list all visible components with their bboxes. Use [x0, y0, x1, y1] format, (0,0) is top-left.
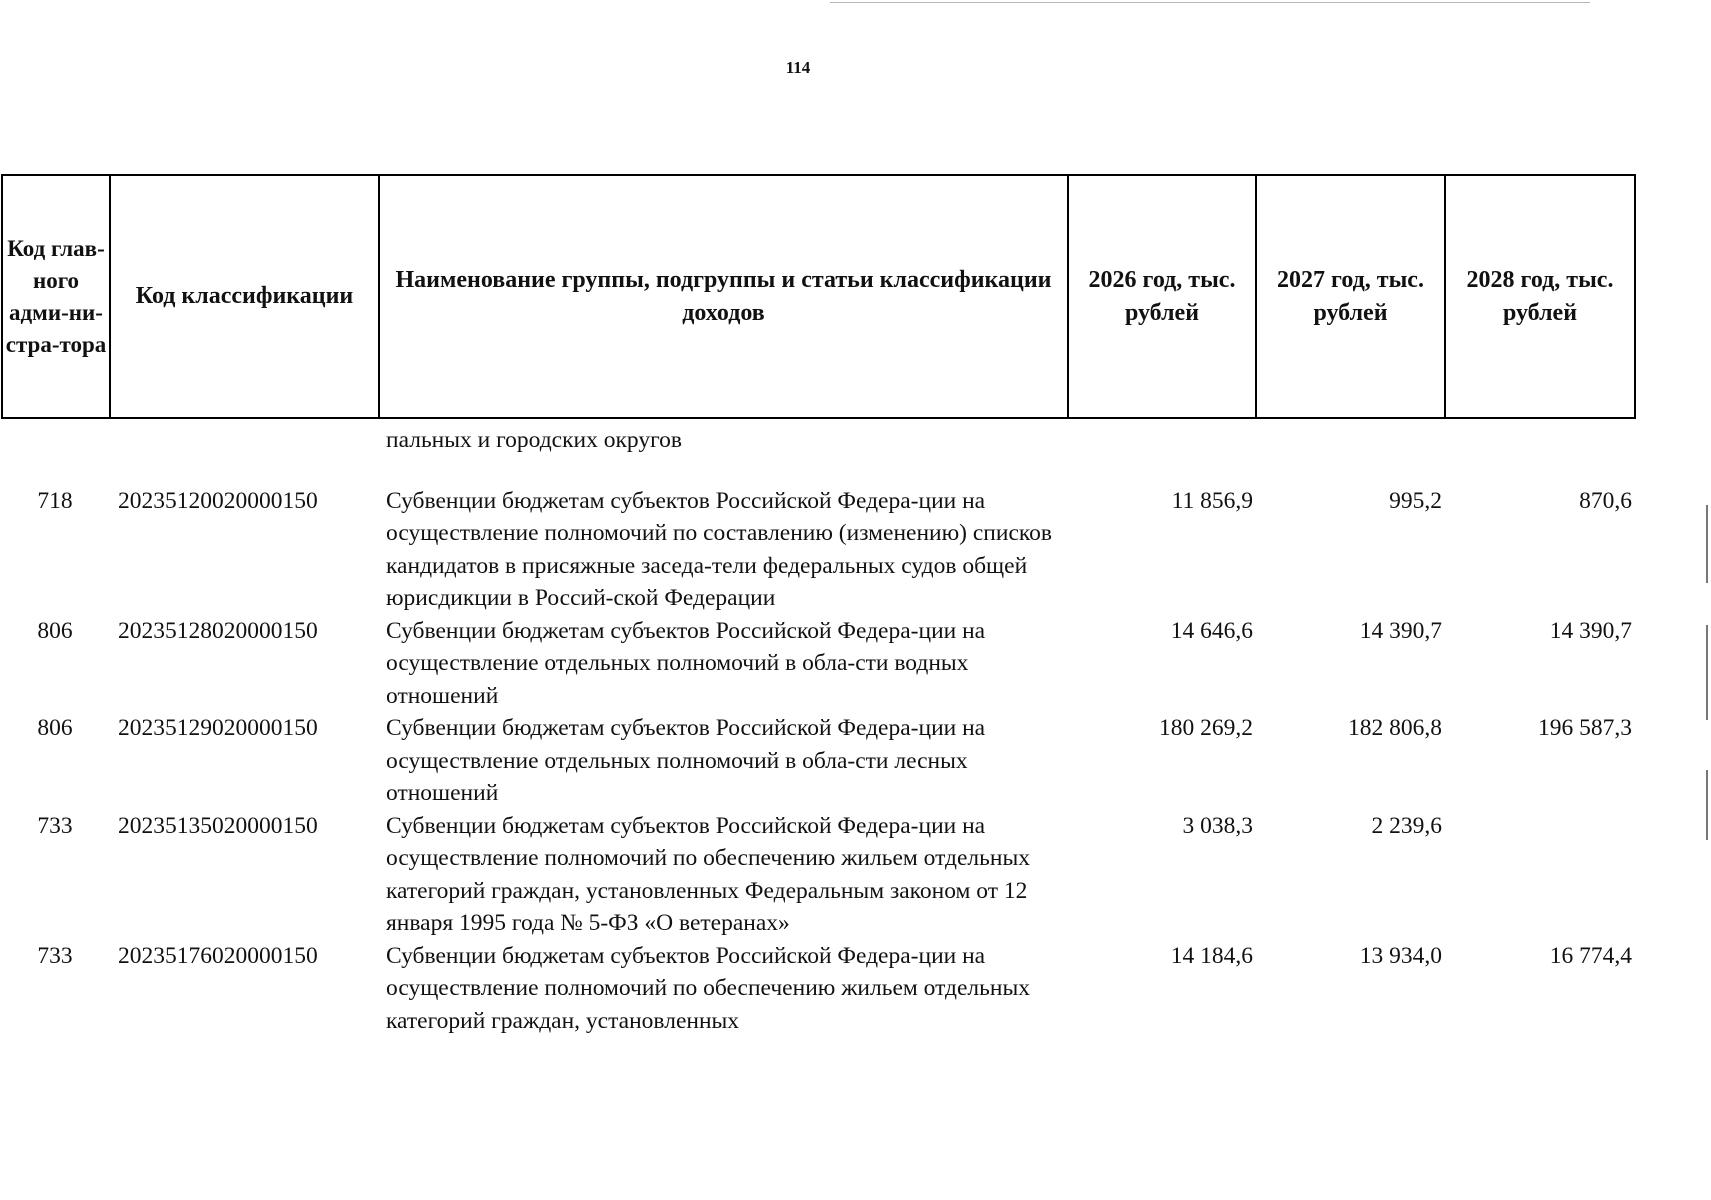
- amount-2027-cell: 13 934,0: [1359, 942, 1442, 969]
- admin-code-cell: 718: [37, 487, 73, 514]
- amount-2027-cell: 14 390,7: [1359, 617, 1442, 644]
- scan-artifact-line: [830, 2, 1590, 3]
- table-row: [1, 712, 1634, 810]
- amount-2027-cell: 2 239,6: [1371, 812, 1442, 839]
- header-classification-code: Код классификации: [110, 175, 379, 418]
- admin-code-cell: 806: [37, 715, 73, 741]
- amount-2026-cell: 14 646,6: [1170, 617, 1253, 644]
- header-year-2026: 2026 год, тыс. рублей: [1068, 175, 1256, 418]
- income-table-body: [1, 424, 1634, 1037]
- amount-2026-cell: 11 856,9: [1171, 487, 1253, 514]
- amount-2028-cell: 870,6: [1579, 487, 1632, 514]
- admin-code-cell: 733: [37, 942, 73, 969]
- income-name-cell: Субвенции бюджетам субъектов Российской Федера-ции на осуществление отдельных полномочий в обла-сти лесных отношений: [386, 715, 986, 806]
- header-year-2027: 2027 год, тыс. рублей: [1256, 175, 1445, 418]
- amount-2026-cell: 3 038,3: [1182, 812, 1253, 839]
- table-row: [1, 810, 1634, 940]
- header-income-name: Наименование группы, подгруппы и статьи классификации доходов: [379, 175, 1068, 418]
- scan-artifact-mark: [1706, 625, 1708, 720]
- header-admin-code: Код глав-ного адми-ни-стра-тора: [2, 175, 110, 418]
- amount-2026-cell: 14 184,6: [1170, 942, 1253, 969]
- classification-code-cell: 20235129020000150: [118, 715, 318, 741]
- income-name-cell: Субвенции бюджетам субъектов Российской Федера-ции на осуществление полномочий по обеспечению жильем отдельных категорий граждан, установленных Федеральным законом от 12 января 1995 года № 5-ФЗ «О ветеранах»: [386, 812, 1030, 936]
- classification-code-cell: 20235128020000150: [118, 617, 318, 644]
- scan-artifact-mark: [1706, 770, 1708, 840]
- admin-code-cell: 806: [37, 617, 73, 644]
- income-name-cell: Субвенции бюджетам субъектов Российской Федера-ции на осуществление полномочий по составлению (изменению) списков кандидатов в присяжные заседа-тели федеральных судов общей юрисдикции в Россий-ской Федерации: [386, 487, 1052, 611]
- table-header: [1, 174, 1636, 419]
- amount-2027-cell: 995,2: [1389, 487, 1442, 514]
- admin-code-cell: 733: [37, 812, 73, 839]
- table-row: [1, 940, 1634, 1038]
- income-name-cell: Субвенции бюджетам субъектов Российской Федера-ции на осуществление отдельных полномочий в обла-сти водных отношений: [386, 617, 986, 709]
- amount-2027-cell: 182 806,8: [1348, 715, 1442, 741]
- amount-2028-cell: 16 774,4: [1549, 942, 1632, 969]
- amount-2026-cell: 180 269,2: [1159, 715, 1253, 741]
- income-name-cell: Субвенции бюджетам субъектов Российской Федера-ции на осуществление полномочий по обеспечению жильем отдельных категорий граждан, установленных: [386, 942, 1030, 1034]
- classification-code-cell: 20235135020000150: [118, 812, 318, 839]
- classification-code-cell: 20235120020000150: [118, 487, 318, 514]
- page-number: 114: [785, 58, 811, 77]
- scan-artifact-mark: [1706, 505, 1708, 583]
- continuation-row: [1, 424, 1634, 457]
- amount-2028-cell: 14 390,7: [1549, 617, 1632, 644]
- table-row: [1, 485, 1634, 615]
- table-row: [1, 615, 1634, 713]
- amount-2028-cell: 196 587,3: [1538, 715, 1632, 741]
- header-year-2028: 2028 год, тыс. рублей: [1445, 175, 1635, 418]
- continuation-text: пальных и городских округов: [386, 427, 682, 453]
- classification-code-cell: 20235176020000150: [118, 942, 318, 969]
- amount-2028-cell: [1444, 810, 1634, 940]
